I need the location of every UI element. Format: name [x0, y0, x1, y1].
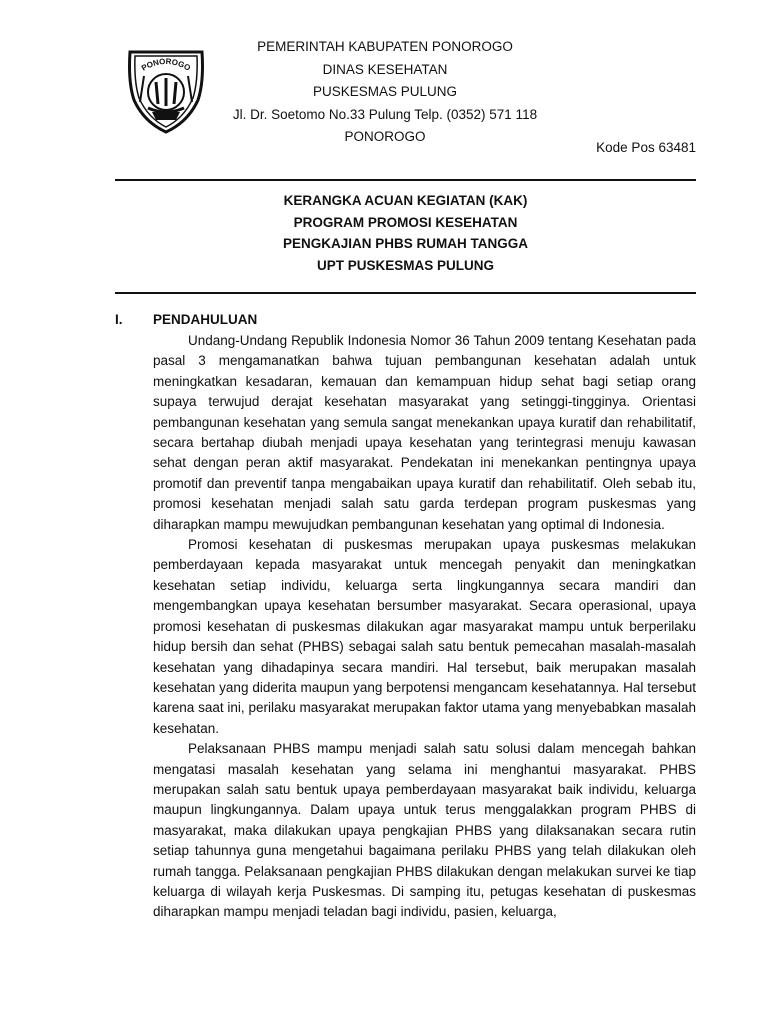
paragraph-1: Undang-Undang Republik Indonesia Nomor 36 Tahun 2009 tentang Kesehatan pada pasal 3 mengamanatkan bahwa tujuan pembangunan kesehatan adalah untuk meningkatkan kesadaran, kemauan dan kemampuan hidup sehat bagi setiap orang supaya terwujud derajat kesehatan masyarakat yang setinggi-tingginya. Orientasi pembangunan kesehatan yang semula sangat menekankan upaya kuratif dan rehabilitatif, secara bertahap diubah menjadi upaya kesehatan yang terintegrasi menuju kawasan sehat dengan peran aktif masyarakat. Pendekatan ini menekankan pentingnya upaya promotif dan preventif tanpa mengabaikan upaya kuratif dan rehabilitatif. Oleh sebab itu, promosi kesehatan menjadi salah satu garda terdepan program puskesmas yang diharapkan mampu mewujudkan pembangunan kesehatan yang optimal di Indonesia. — [153, 333, 696, 532]
postal-code: Kode Pos 63481 — [596, 140, 696, 155]
paragraph-2: Promosi kesehatan di puskesmas merupakan upaya puskesmas melakukan pemberdayaan kepada masyarakat untuk mencegah penyakit dan meningkatkan kesehatan setiap individu, keluarga serta lingkungannya secara mandiri dan mengembangkan upaya kesehatan bersumber masyarakat. Secara operasional, upaya promosi kesehatan di puskesmas dilakukan agar masyarakat mampu untuk berperilaku hidup bersih dan sehat (PHBS) sebagai salah satu bentuk pemecahan masalah-masalah kesehatan yang dihadapinya secara mandiri. Hal tersebut, baik merupakan masalah kesehatan yang diderita maupun yang berpotensi mengancam kesehatannya. Hal tersebut karena saat ini, perilaku masyarakat merupakan faktor utama yang menyebabkan masalah kesehatan. — [153, 537, 696, 736]
ponorogo-coat-of-arms-logo — [118, 42, 214, 138]
section-number: I. — [115, 312, 123, 327]
letterhead-institution: PUSKESMAS PULUNG — [312, 84, 458, 99]
title-line-2: PROGRAM PROMOSI KESEHATAN — [293, 214, 518, 230]
paragraph-3: Pelaksanaan PHBS mampu menjadi salah satu solusi dalam mencegah bahkan mengatasi masalah kesehatan yang selama ini menghantui masyarakat. PHBS merupakan salah satu bentuk upaya pemberdayaan masyarakat baik individu, keluarga maupun lingkungannya. Dalam upaya untuk terus menggalakkan program PHBS di masyarakat, maka dilakukan upaya pengkajian PHBS yang dilaksanakan secara rutin setiap tahunnya guna mengetahui bagaimana perilaku PHBS yang telah dilakukan oleh rumah tangga. Pelaksanaan pengkajian PHBS dilakukan dengan melakukan survei ke tiap keluarga di wilayah kerja Puskesmas. Di samping itu, petugas kesehatan di puskesmas diharapkan mampu menjadi teladan bagi individu, pasien, keluarga, — [153, 741, 696, 920]
title-divider — [115, 292, 696, 294]
title-line-1: KERANGKA ACUAN KEGIATAN (KAK) — [283, 193, 528, 208]
letterhead-city: PONOROGO — [344, 129, 426, 144]
letterhead-address: Jl. Dr. Soetomo No.33 Pulung Telp. (0352) 571 118 — [232, 106, 538, 122]
logo-lettering: PONOROGO — [140, 56, 192, 73]
title-line-4: UPT PUSKESMAS PULUNG — [316, 257, 495, 273]
section-title: PENDAHULUAN — [153, 312, 258, 327]
section-body — [153, 331, 696, 923]
letterhead — [230, 36, 540, 149]
document-title — [115, 190, 696, 276]
letterhead-department: DINAS KESEHATAN — [322, 61, 448, 77]
header-divider — [115, 179, 696, 181]
title-line-3: PENGKAJIAN PHBS RUMAH TANGGA — [282, 236, 528, 252]
letterhead-government: PEMERINTAH KABUPATEN PONOROGO — [257, 39, 513, 54]
